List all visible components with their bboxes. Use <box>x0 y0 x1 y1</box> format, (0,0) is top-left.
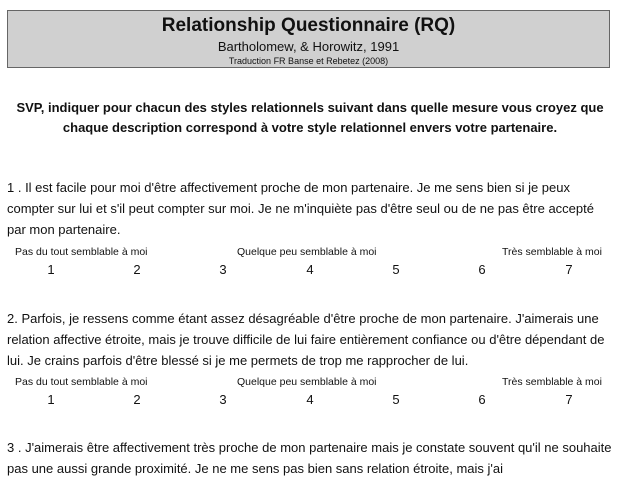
question-1-text: 1 . Il est facile pour moi d'être affectivement proche de mon partenaire. Je me sens bien si je peux compter sur lui et s'il peut compter sur moi. Je ne m'inquiète pas d'être seul ou de ne pas être accepté par mon partenaire. <box>7 180 594 237</box>
rating-option-1[interactable]: 1 <box>47 392 55 407</box>
question-3-text: 3 . J'aimerais être affectivement très proche de mon partenaire mais je constate souvent qu'il ne souhaite pas une aussi grande proximité. Je ne me sens pas bien sans relation étroite, mais j'ai <box>7 440 612 476</box>
rating-option-1[interactable]: 1 <box>47 262 55 277</box>
scale-label-mid: Quelque peu semblable à moi <box>237 246 377 258</box>
instructions: SVP, indiquer pour chacun des styles relationnels suivant dans quelle mesure vous croyez que chaque description correspond à votre style relationnel envers votre partenaire. <box>16 100 604 135</box>
scale-label-high: Très semblable à moi <box>502 246 602 258</box>
rating-option-7[interactable]: 7 <box>565 262 573 277</box>
questionnaire-header <box>7 10 610 68</box>
scale-label-low: Pas du tout semblable à moi <box>15 376 148 388</box>
rating-option-2[interactable]: 2 <box>133 392 141 407</box>
question-1-rating-scale <box>0 246 619 280</box>
rating-option-5[interactable]: 5 <box>392 392 400 407</box>
rating-option-7[interactable]: 7 <box>565 392 573 407</box>
rating-option-3[interactable]: 3 <box>219 392 227 407</box>
translation-credit: Traduction FR Banse et Rebetez (2008) <box>228 56 389 66</box>
scale-label-mid: Quelque peu semblable à moi <box>237 376 377 388</box>
rating-option-2[interactable]: 2 <box>133 262 141 277</box>
scale-label-low: Pas du tout semblable à moi <box>15 246 148 258</box>
rating-option-3[interactable]: 3 <box>219 262 227 277</box>
rating-option-6[interactable]: 6 <box>478 262 486 277</box>
authors-citation: Bartholomew, & Horowitz, 1991 <box>217 39 400 54</box>
rating-option-6[interactable]: 6 <box>478 392 486 407</box>
rating-option-4[interactable]: 4 <box>306 392 314 407</box>
rating-option-4[interactable]: 4 <box>306 262 314 277</box>
question-2-text: 2. Parfois, je ressens comme étant assez désagréable d'être proche de mon partenaire. J'aimerais une relation affective étroite, mais je trouve difficile de lui faire entièrement confiance ou d'être dépendant de lui. Je crains parfois d'être blessé si je me permets de trop me rapprocher de lui. <box>7 311 605 368</box>
page-title: Relationship Questionnaire (RQ) <box>161 15 456 36</box>
scale-label-high: Très semblable à moi <box>502 376 602 388</box>
rating-option-5[interactable]: 5 <box>392 262 400 277</box>
question-2-rating-scale <box>0 376 619 410</box>
